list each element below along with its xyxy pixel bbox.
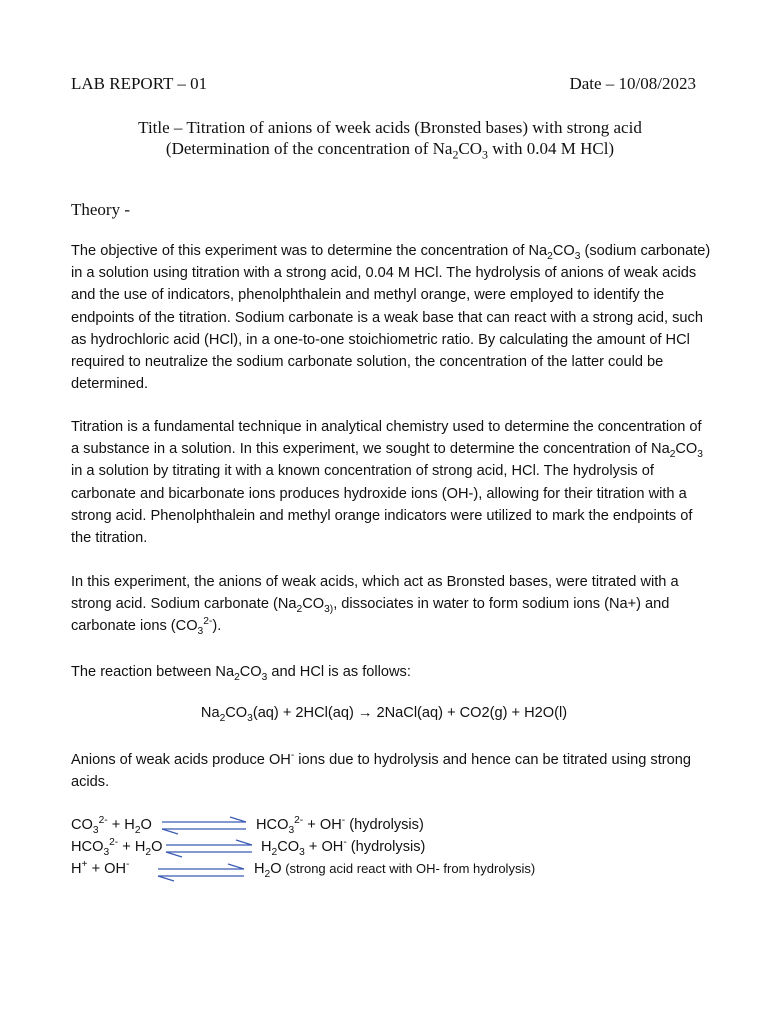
equilibrium-arrow-icon <box>160 816 250 836</box>
reaction-2-products: $H_2CO_3 + OH^-$ (hydrolysis) <box>261 837 426 858</box>
reaction-3-products: $H_2O$ (strong acid react with OH- from hydrolysis) <box>254 861 536 880</box>
reaction-2-reactants: $HCO_3^{2-} + H_2O$ <box>71 837 163 858</box>
report-number: LAB REPORT – 01 <box>71 74 208 93</box>
paragraph-reaction-intro: The reaction between $Na_2CO_3$ and HCl is as follows: <box>71 664 411 683</box>
title-line-1: Title – Titration of anions of week acids (Bronsted bases) with strong acid <box>138 118 642 137</box>
paragraph-hydrolysis: Anions of weak acids produce OH- ions due to hydrolysis and hence can be titrated using strong acids. <box>71 750 691 791</box>
equilibrium-arrow-icon <box>164 839 256 859</box>
report-date: Date – 10/08/2023 <box>569 74 696 93</box>
paragraph-objective: The objective of this experiment was to determine the concentration of $Na_2CO_3$ (sodium carbonate) in a solution using titration with a strong acid, 0.04 M HCl. The hydrolysis of anions of weak acids and the use of indicators, phenolphthalein and methyl orange, were employed to identify the endpoints of the titration. Sodium carbonate is a weak base that can react with a strong acid, such as hydrochloric acid (HCl), in a one-to-one stoichiometric ratio. By calculating the amount of HCl required to neutralize the sodium carbonate solution, the concentration of the latter could be determined. <box>71 243 711 393</box>
title-line-2: (Determination of the concentration of $Na_2CO_3$ with 0.04 M HCl) <box>165 139 615 162</box>
equilibrium-arrow-icon <box>156 862 248 884</box>
report-title <box>60 117 720 162</box>
reaction-equation: $Na_2CO_3(aq) + 2HCl(aq)$ → 2NaCl(aq) + CO2(g) + H2O(l) <box>200 705 568 724</box>
reaction-1-reactants: $CO_3^{2-} + H_2O$ <box>71 815 152 836</box>
reaction-3-reactants: H+ + OH- <box>71 859 130 877</box>
paragraph-anions: In this experiment, the anions of weak acids, which act as Bronsted bases, were titrated with a strong acid. Sodium carbonate ($Na_2CO_{3)}$, dissociates in water to form sodium ions (Na+) and carbonate ions $(CO_3^{2-})$. <box>71 574 679 638</box>
theory-heading: Theory - <box>71 200 131 219</box>
paragraph-titration: Titration is a fundamental technique in analytical chemistry used to determine the concentration of a substance in a solution. In this experiment, we sought to determine the concentration of $Na_2CO_3$ in a solution by titrating it with a known concentration of strong acid, HCl. The hydrolysis of carbonate and bicarbonate ions produces hydroxide ions (OH-), allowing for their titration with a strong acid. Phenolphthalein and methyl orange indicators were utilized to mark the endpoints of the titration. <box>71 419 703 547</box>
reaction-1-products: $HCO_3^{2-} + OH^-$ (hydrolysis) <box>256 815 424 836</box>
